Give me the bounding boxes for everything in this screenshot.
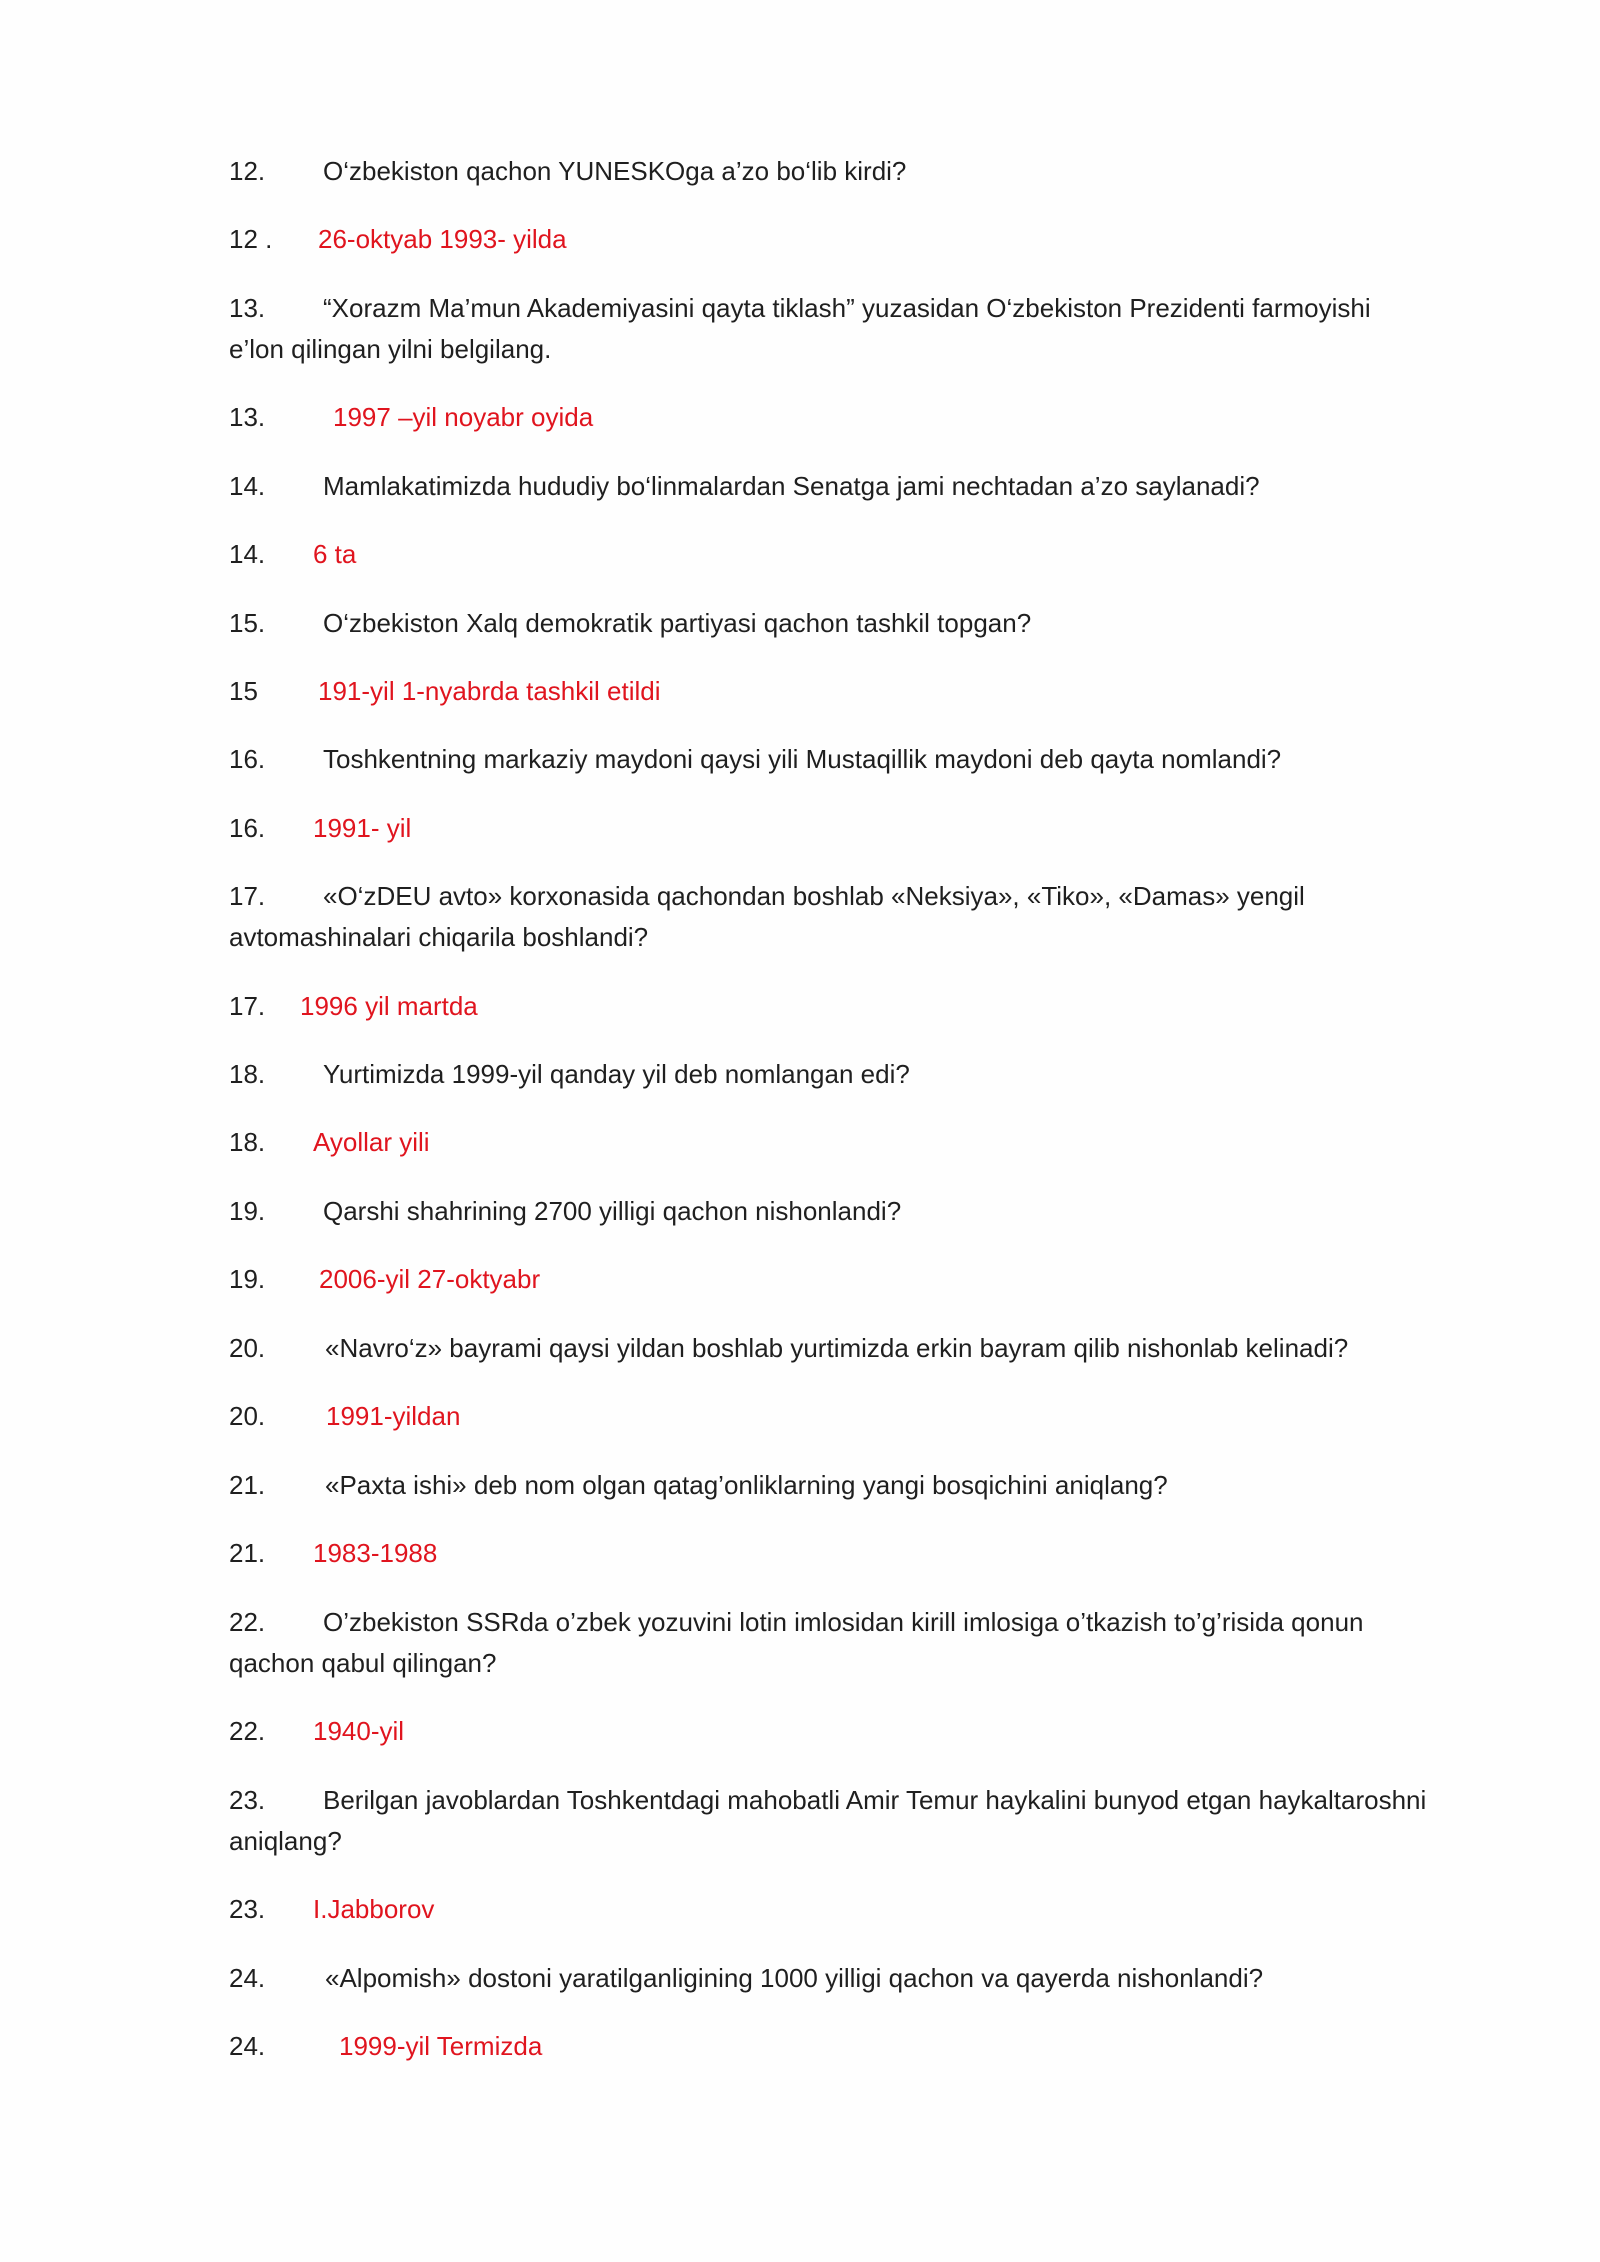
question-text: «Navro‘z» bayrami qaysi yildan boshlab yurtimizda erkin bayram qilib nishonlab kelinadi? bbox=[325, 1333, 1349, 1363]
item-number: 14. bbox=[229, 539, 266, 569]
answer-line bbox=[229, 1889, 1429, 1930]
item-number: 19. bbox=[229, 1264, 266, 1294]
question-text: O‘zbekiston Xalq demokratik partiyasi qachon tashkil topgan? bbox=[323, 608, 1032, 638]
item-number: 14. bbox=[229, 471, 266, 501]
answer-line bbox=[229, 219, 1429, 260]
question-line bbox=[229, 1054, 1429, 1095]
item-number: 24. bbox=[229, 2031, 266, 2061]
item-number: 17. bbox=[229, 881, 266, 911]
question-text: “Xorazm Ma’mun Akademiyasini qayta tiklash” yuzasidan O‘zbekiston Prezidenti farmoyishi e’lon qilingan yilni belgilang. bbox=[229, 293, 1371, 364]
answer-text: 1991-yildan bbox=[326, 1401, 461, 1431]
answer-line bbox=[229, 1396, 1429, 1437]
question-line bbox=[229, 466, 1429, 507]
question-text: Yurtimizda 1999-yil qanday yil deb nomlangan edi? bbox=[323, 1059, 910, 1089]
answer-line bbox=[229, 1122, 1429, 1163]
item-number: 16. bbox=[229, 744, 266, 774]
item-number: 20. bbox=[229, 1333, 266, 1363]
question-line bbox=[229, 1780, 1429, 1862]
question-line bbox=[229, 603, 1429, 644]
question-text: O‘zbekiston qachon YUNESKOga a’zo bo‘lib kirdi? bbox=[323, 156, 907, 186]
item-number: 23. bbox=[229, 1894, 266, 1924]
item-number: 13. bbox=[229, 402, 266, 432]
answer-line bbox=[229, 671, 1429, 712]
answer-line bbox=[229, 534, 1429, 575]
question-text: Qarshi shahrining 2700 yilligi qachon nishonlandi? bbox=[323, 1196, 902, 1226]
item-number: 22. bbox=[229, 1716, 266, 1746]
question-text: Mamlakatimizda hududiy bo‘linmalardan Senatga jami nechtadan a’zo saylanadi? bbox=[323, 471, 1260, 501]
question-text: «Paxta ishi» deb nom olgan qatag’onliklarning yangi bosqichini aniqlang? bbox=[325, 1470, 1168, 1500]
answer-text: 1999-yil Termizda bbox=[339, 2031, 543, 2061]
answer-text: 26-oktyab 1993- yilda bbox=[318, 224, 567, 254]
question-line bbox=[229, 1465, 1429, 1506]
question-text: «O‘zDEU avto» korxonasida qachondan boshlab «Neksiya», «Tiko», «Damas» yengil avtomashinalari chiqarila boshlandi? bbox=[229, 881, 1305, 952]
question-line bbox=[229, 739, 1429, 780]
item-number: 19. bbox=[229, 1196, 266, 1226]
question-line bbox=[229, 1602, 1429, 1684]
question-line bbox=[229, 288, 1429, 370]
answer-line bbox=[229, 397, 1429, 438]
answer-line bbox=[229, 1533, 1429, 1574]
item-number: 15. bbox=[229, 608, 266, 638]
question-text: «Alpomish» dostoni yaratilganligining 1000 yilligi qachon va qayerda nishonlandi? bbox=[325, 1963, 1264, 1993]
item-number: 23. bbox=[229, 1785, 266, 1815]
answer-text: 2006-yil 27-oktyabr bbox=[319, 1264, 541, 1294]
item-number: 13. bbox=[229, 293, 266, 323]
question-text: O’zbekiston SSRda o’zbek yozuvini lotin imlosidan kirill imlosiga o’tkazish to’g’risida qonun qachon qabul qilingan? bbox=[229, 1607, 1364, 1678]
item-number: 12 . bbox=[229, 224, 273, 254]
question-line bbox=[229, 151, 1429, 192]
item-number: 21. bbox=[229, 1538, 266, 1568]
item-number: 12. bbox=[229, 156, 266, 186]
answer-text: 191-yil 1-nyabrda tashkil etildi bbox=[318, 676, 661, 706]
question-line bbox=[229, 1328, 1429, 1369]
item-number: 18. bbox=[229, 1059, 266, 1089]
answer-text: Ayollar yili bbox=[313, 1127, 430, 1157]
item-number: 16. bbox=[229, 813, 266, 843]
item-number: 15 bbox=[229, 676, 258, 706]
answer-text: 1996 yil martda bbox=[300, 991, 478, 1021]
question-text: Berilgan javoblardan Toshkentdagi mahobatli Amir Temur haykalini bunyod etgan haykaltaroshni aniqlang? bbox=[229, 1785, 1427, 1856]
item-number: 24. bbox=[229, 1963, 266, 1993]
item-number: 18. bbox=[229, 1127, 266, 1157]
answer-text: I.Jabborov bbox=[313, 1894, 435, 1924]
item-number: 20. bbox=[229, 1401, 266, 1431]
answer-text: 1983-1988 bbox=[313, 1538, 438, 1568]
item-number: 22. bbox=[229, 1607, 266, 1637]
answer-line bbox=[229, 1711, 1429, 1752]
answer-text: 6 ta bbox=[313, 539, 357, 569]
answer-line bbox=[229, 1259, 1429, 1300]
answer-line bbox=[229, 986, 1429, 1027]
question-line bbox=[229, 876, 1429, 958]
question-text: Toshkentning markaziy maydoni qaysi yili Mustaqillik maydoni deb qayta nomlandi? bbox=[323, 744, 1282, 774]
answer-line bbox=[229, 808, 1429, 849]
answer-text: 1997 –yil noyabr oyida bbox=[333, 402, 594, 432]
question-line bbox=[229, 1958, 1429, 1999]
question-line bbox=[229, 1191, 1429, 1232]
item-number: 21. bbox=[229, 1470, 266, 1500]
item-number: 17. bbox=[229, 991, 266, 1021]
answer-text: 1991- yil bbox=[313, 813, 412, 843]
answer-text: 1940-yil bbox=[313, 1716, 405, 1746]
answer-line bbox=[229, 2026, 1429, 2067]
